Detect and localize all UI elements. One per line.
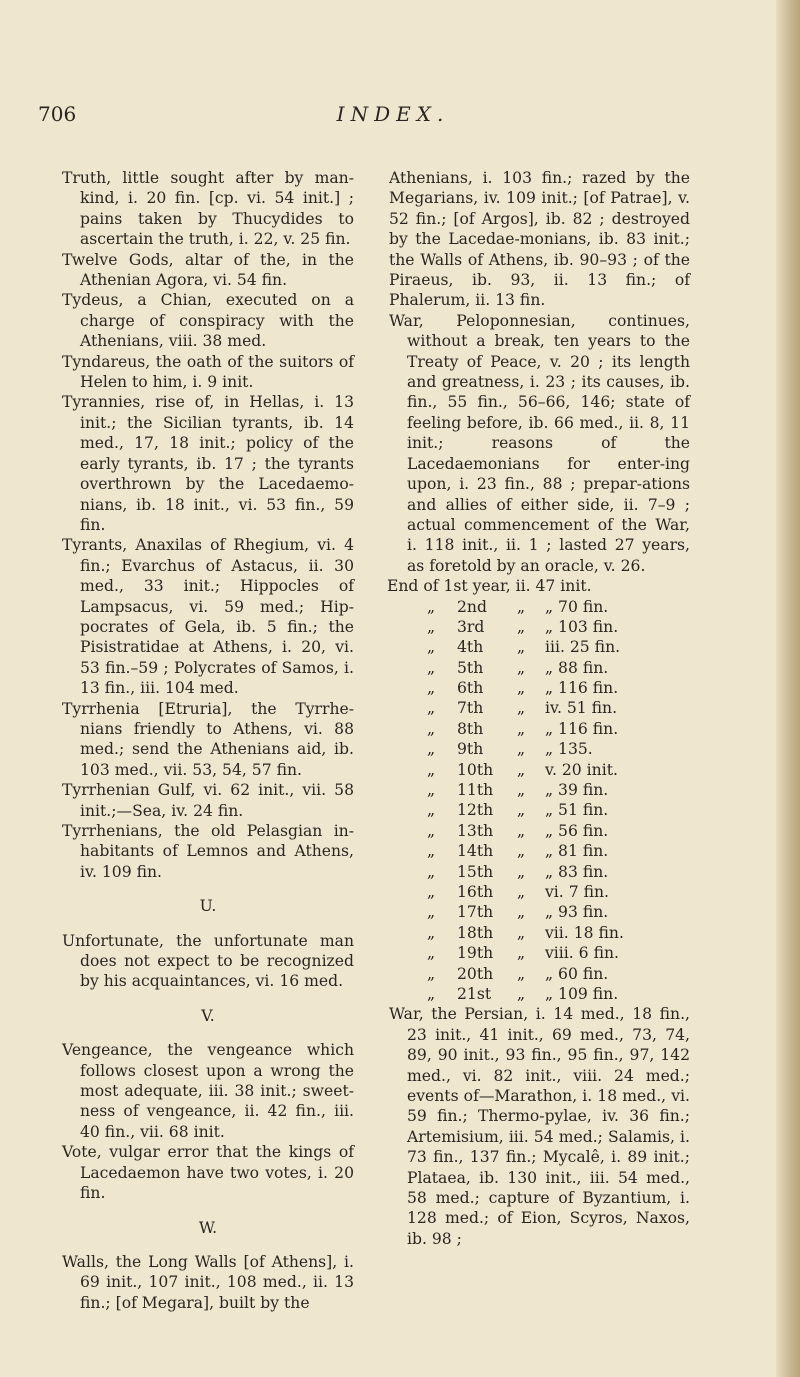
war-year-ordinal: 3rd — [457, 617, 485, 636]
war-year-reference: „ 70 fin. — [545, 597, 609, 616]
ditto-mark: „ — [427, 842, 436, 861]
ditto-mark: „ — [427, 821, 436, 840]
war-year-row — [427, 821, 690, 841]
index-entry: Tyrannies, rise of, in Hellas, i. 13 init.; the Sicilian tyrants, ib. 14 med., 17, 18 init.; policy of the early tyrants, ib. 17 ; the tyrants overthrown by the Lacedaemo-nians, ib. 18 init., vi. 53 fin., 59 fin. — [62, 393, 354, 534]
ditto-mark: „ — [427, 719, 436, 738]
ditto-mark: „ — [517, 740, 526, 759]
ditto-mark: „ — [427, 801, 436, 820]
ditto-mark: „ — [427, 699, 436, 718]
index-entry: Tydeus, a Chian, executed on a charge of conspiracy with the Athenians, viii. 38 med. — [62, 291, 354, 351]
running-head: INDEX. — [336, 102, 450, 126]
ditto-mark: „ — [517, 923, 526, 942]
index-entry: Vote, vulgar error that the kings of Lacedaemon have two votes, i. 20 fin. — [62, 1143, 354, 1203]
war-year-reference: vi. 7 fin. — [545, 882, 609, 901]
war-year-row — [427, 902, 690, 922]
ditto-mark: „ — [427, 638, 436, 657]
index-entry-war-persian: War, the Persian, i. 14 med., 18 fin., 23 init., 41 init., 69 med., 73, 74, 89, 90 init., 93 fin., 95 fin., 97, 142 med., vi. 82 init., viii. 24 med.; events of—Marathon, i. 18 med., vi. 59 fin.; Thermo-pylae, iv. 36 fin.; Artemisium, iii. 54 med.; Salamis, i. 73 fin., 137 fin.; Mycalê, i. 89 init.; Plataea, ib. 130 init., iii. 54 med., 58 med.; capture of Byzantium, i. 128 med.; of Eion, Scyros, Naxos, ib. 98 ; — [389, 1005, 690, 1248]
ditto-mark: „ — [427, 658, 436, 677]
ditto-mark: „ — [517, 801, 526, 820]
index-entry: Truth, little sought after by man-kind, i. 20 fin. [cp. vi. 54 init.] ; pains taken by Thucydides to ascertain the truth, i. 22, v. 25 fin. — [62, 169, 354, 249]
war-year-reference: „ 83 fin. — [545, 862, 609, 881]
war-year-first: End of 1st year, ii. 47 init. — [387, 577, 592, 596]
war-year-reference: viii. 6 fin. — [545, 944, 619, 963]
war-year-row — [427, 984, 690, 1004]
ditto-mark: „ — [517, 617, 526, 636]
war-year-ordinal: 8th — [457, 719, 484, 738]
war-year-reference: „ 103 fin. — [545, 617, 619, 636]
war-year-ordinal: 11th — [457, 781, 494, 800]
war-year-row — [427, 882, 690, 902]
war-year-reference: „ 51 fin. — [545, 801, 609, 820]
index-entry: Unfortunate, the unfortunate man does not expect to be recognized by his acquaintances, vi. 16 med. — [62, 931, 354, 991]
war-year-ordinal: 7th — [457, 699, 484, 718]
war-year-row — [427, 719, 690, 739]
war-year-reference: „ 93 fin. — [545, 903, 609, 922]
ditto-mark: „ — [517, 944, 526, 963]
war-year-row — [427, 862, 690, 882]
war-year-ordinal: 5th — [457, 658, 484, 677]
ditto-mark: „ — [517, 882, 526, 901]
page-edge — [776, 0, 800, 1377]
war-year-row — [427, 698, 690, 718]
war-year-ordinal: 13th — [457, 821, 494, 840]
war-year-ordinal: 20th — [457, 964, 494, 983]
ditto-mark: „ — [517, 679, 526, 698]
ditto-mark: „ — [427, 781, 436, 800]
war-year-reference: iii. 25 fin. — [545, 638, 621, 657]
ditto-mark: „ — [427, 862, 436, 881]
war-year-reference: „ 39 fin. — [545, 781, 609, 800]
war-year-ordinal: 16th — [457, 882, 494, 901]
ditto-mark: „ — [517, 658, 526, 677]
war-year-ordinal: 2nd — [457, 597, 487, 616]
ditto-mark: „ — [427, 617, 436, 636]
index-entry: Tyrrhenians, the old Pelasgian in-habitants of Lemnos and Athens, iv. 109 fin. — [62, 822, 354, 881]
war-year-ordinal: 19th — [457, 944, 494, 963]
index-entry: Walls, the Long Walls [of Athens], i. 69 init., 107 init., 108 med., ii. 13 fin.; [of Megara], built by the — [62, 1252, 354, 1312]
war-year-row — [427, 841, 690, 861]
ditto-mark: „ — [517, 760, 526, 779]
war-year-row — [427, 678, 690, 698]
war-year-row — [427, 637, 690, 657]
ditto-mark: „ — [517, 903, 526, 922]
ditto-mark: „ — [427, 679, 436, 698]
war-year-reference: „ 116 fin. — [545, 679, 619, 698]
page-number: 706 — [38, 102, 77, 126]
war-year-row — [387, 576, 690, 596]
ditto-mark: „ — [517, 719, 526, 738]
ditto-mark: „ — [517, 638, 526, 657]
war-year-ordinal: 18th — [457, 923, 494, 942]
ditto-mark: „ — [517, 862, 526, 881]
war-year-reference: vii. 18 fin. — [545, 923, 624, 942]
war-year-row — [427, 658, 690, 678]
war-year-row — [427, 923, 690, 943]
war-year-ordinal: 15th — [457, 862, 494, 881]
ditto-mark: „ — [517, 821, 526, 840]
section-letter-w: W. — [198, 1218, 218, 1237]
war-year-ordinal: 17th — [457, 903, 494, 922]
ditto-mark: „ — [517, 699, 526, 718]
war-year-row — [427, 739, 690, 759]
ditto-mark: „ — [517, 597, 526, 616]
war-year-row — [427, 760, 690, 780]
ditto-mark: „ — [517, 964, 526, 983]
war-year-reference: „ 56 fin. — [545, 821, 609, 840]
right-column — [389, 168, 690, 1249]
war-year-ordinal: 21st — [457, 984, 492, 1003]
index-entry: Vengeance, the vengeance which follows closest upon a wrong the most adequate, iii. 38 init.; sweet-ness of vengeance, ii. 42 fin., iii. 40 fin., vii. 68 init. — [62, 1041, 354, 1141]
ditto-mark: „ — [427, 923, 436, 942]
index-entry: Tyrrhenia [Etruria], the Tyrrhe-nians friendly to Athens, vi. 88 med.; send the Athenians aid, ib. 103 med., vii. 53, 54, 57 fin. — [62, 699, 354, 779]
war-year-ordinal: 14th — [457, 842, 494, 861]
index-entry-war-peloponnesian: War, Peloponnesian, continues, without a break, ten years to the Treaty of Peace, v. 20 ; its length and greatness, i. 23 ; its causes, ib. fin., 55 fin., 56–66, 146; state of feeling before, ib. 66 med., ii. 8, 11 init.; reasons of the Lacedaemonians for enter-ing upon, i. 23 fin., 88 ; prepar-ations and allies of either side, ii. 7–9 ; actual commencement of the War, i. 118 init., ii. 1 ; lasted 27 years, as foretold by an oracle, v. 26. — [389, 311, 690, 575]
war-year-reference: „ 116 fin. — [545, 719, 619, 738]
index-entry: Tyrrhenian Gulf, vi. 62 init., vii. 58 init.;—Sea, iv. 24 fin. — [62, 781, 354, 820]
war-year-ordinal: 12th — [457, 801, 494, 820]
ditto-mark: „ — [427, 903, 436, 922]
war-year-row — [427, 800, 690, 820]
war-year-row — [427, 597, 690, 617]
war-year-row — [427, 780, 690, 800]
ditto-mark: „ — [427, 597, 436, 616]
war-year-reference: „ 88 fin. — [545, 658, 609, 677]
ditto-mark: „ — [517, 781, 526, 800]
ditto-mark: „ — [427, 760, 436, 779]
ditto-mark: „ — [517, 984, 526, 1003]
ditto-mark: „ — [427, 740, 436, 759]
war-year-row — [427, 617, 690, 637]
war-years-table — [387, 576, 690, 1004]
left-column — [62, 168, 354, 1313]
index-entry: Tyndareus, the oath of the suitors of Helen to him, i. 9 init. — [62, 352, 354, 392]
war-year-reference: „ 135. — [545, 740, 593, 759]
war-year-row — [427, 964, 690, 984]
war-year-reference: „ 81 fin. — [545, 842, 609, 861]
index-entry: Tyrants, Anaxilas of Rhegium, vi. 4 fin.; Evarchus of Astacus, ii. 30 med., 33 init.; Hippocles of Lampsacus, vi. 59 med.; Hip-pocrates of Gela, ib. 5 fin.; the Pisistratidae at Athens, i. 20, vi. 53 fin.–59 ; Polycrates of Samos, i. 13 fin., iii. 104 med. — [62, 536, 354, 698]
page-header — [38, 100, 758, 140]
war-year-ordinal: 6th — [457, 679, 484, 698]
war-year-reference: „ 109 fin. — [545, 984, 619, 1003]
war-year-reference: iv. 51 fin. — [545, 699, 618, 718]
war-year-ordinal: 4th — [457, 638, 484, 657]
war-year-reference: v. 20 init. — [545, 760, 618, 779]
continued-entry: Athenians, i. 103 fin.; razed by the Megarians, iv. 109 init.; [of Patrae], v. 52 fin.; [of Argos], ib. 82 ; destroyed by the Lacedae-monians, ib. 83 init.; the Walls of Athens, ib. 90–93 ; of the Piraeus, ib. 93, ii. 13 fin.; of Phalerum, ii. 13 fin. — [389, 169, 690, 310]
ditto-mark: „ — [427, 984, 436, 1003]
war-year-ordinal: 9th — [457, 740, 484, 759]
ditto-mark: „ — [427, 944, 436, 963]
ditto-mark: „ — [427, 882, 436, 901]
war-year-row — [427, 943, 690, 963]
ditto-mark: „ — [427, 964, 436, 983]
ditto-mark: „ — [517, 842, 526, 861]
war-year-ordinal: 10th — [457, 760, 494, 779]
index-entry: Twelve Gods, altar of the, in the Athenian Agora, vi. 54 fin. — [62, 250, 354, 290]
war-year-reference: „ 60 fin. — [545, 964, 609, 983]
section-letter-u: U. — [199, 897, 217, 916]
section-letter-v: V. — [201, 1006, 215, 1025]
